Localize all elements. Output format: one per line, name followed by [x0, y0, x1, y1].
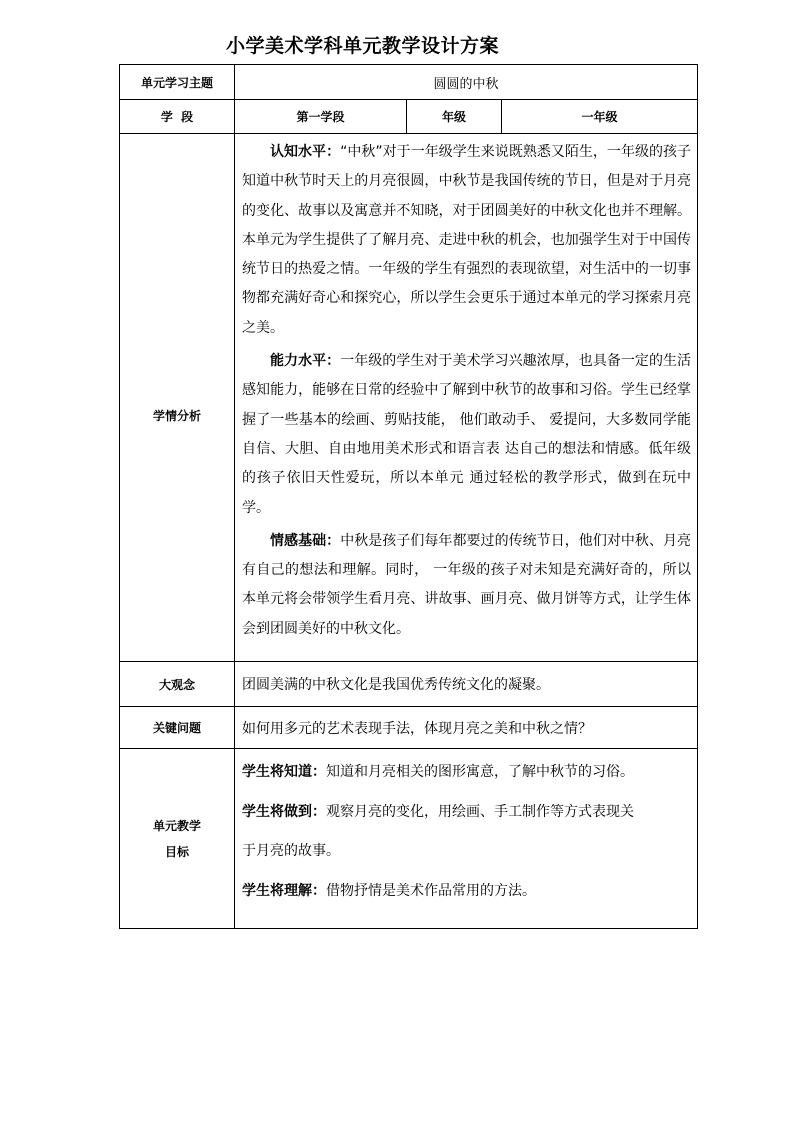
- goal-know-heading: 学生将知道：: [242, 764, 326, 780]
- cognitive-heading: 认知水平：: [270, 144, 341, 160]
- key-question-label: 关键问题: [120, 707, 235, 749]
- goal-do-text: 观察月亮的变化，用绘画、手工制作等方式表现关: [326, 803, 634, 820]
- goals-label: [120, 749, 235, 929]
- goal-understand: [242, 872, 690, 912]
- goal-know: [242, 753, 690, 793]
- big-idea-value: 团圆美满的中秋文化是我国优秀传统文化的凝聚。: [235, 662, 698, 707]
- row-goals: [120, 749, 698, 929]
- emotion-heading: 情感基础：: [270, 532, 341, 549]
- goal-do: [242, 793, 690, 833]
- big-idea-label: 大观念: [120, 662, 235, 707]
- document-title: 小学美术学科单元教学设计方案: [226, 35, 500, 57]
- goal-do-continued: 于月亮的故事。: [242, 843, 340, 859]
- goals-label-line1: 单元教学: [152, 818, 201, 833]
- goals-label-line2: 目标: [164, 844, 189, 859]
- ability-heading: 能力水平：: [270, 353, 341, 370]
- grade-value: 一年级: [502, 100, 698, 134]
- key-question-value: 如何用多元的艺术表现手法，体现月亮之美和中秋之情？: [235, 707, 698, 749]
- analysis-label: 学情分析: [120, 134, 235, 662]
- theme-value: 圆圆的中秋: [235, 65, 698, 100]
- stage-value: 第一学段: [235, 100, 407, 134]
- row-theme: [120, 65, 698, 100]
- design-plan-table: [119, 64, 698, 929]
- row-stage: [120, 100, 698, 134]
- theme-label: 单元学习主题: [120, 65, 235, 100]
- analysis-content: [235, 134, 698, 662]
- goal-understand-heading: 学生将理解：: [242, 882, 326, 899]
- row-big-idea: [120, 662, 698, 707]
- emotion-text: 中秋是孩子们每年都要过的传统节日，他们对中秋、月亮有自己的想法和理解。同时， 一年级的孩子对未知是充满好奇的，所以本单元将会带领学生看月亮、讲故事、画月亮、做月饼等方式，让学生体会到团圆美好的中秋文化。: [242, 532, 692, 637]
- goal-know-text: 知道和月亮相关的图形寓意，了解中秋节的习俗。: [326, 764, 634, 780]
- cognitive-text: “中秋”对于一年级学生来说既熟悉又陌生，一年级的孩子知道中秋节时天上的月亮很圆，中秋节是我国传统的节日，但是对于月亮的变化、故事以及寓意并不知晓，对于团圆美好的中秋文化也并不理解。本单元为学生提供了了解月亮、走进中秋的机会，也加强学生对于中国传统节日的热爱之情。一年级的学生有强烈的表现欲望，对生活中的一切事物都充满好奇心和探究心，所以学生会更乐于通过本单元的学习探索月亮之美。: [242, 144, 692, 336]
- emotion-paragraph: [242, 527, 691, 644]
- ability-paragraph: [242, 347, 691, 523]
- goals-content: [235, 749, 698, 929]
- cognitive-paragraph: [242, 138, 691, 343]
- ability-text: 一年级的学生对于美术学习兴趣浓厚，也具备一定的生活感知能力，能够在日常的经验中了解到中秋节的故事和习俗。学生已经掌握了一些基本的绘画、剪贴技能， 他们敢动手、 爱提问，大多数同学能自信、大胆、自由地用美术形式和语言表 达自己的想法和情感。低年级的孩子依旧天性爱玩，所以本单元 通过轻松的教学形式，做到在玩中学。: [242, 353, 692, 516]
- goal-do-heading: 学生将做到：: [242, 803, 326, 820]
- stage-label: 学 段: [120, 100, 235, 134]
- grade-label: 年级: [407, 100, 502, 134]
- row-key-question: [120, 707, 698, 749]
- row-analysis: [120, 134, 698, 662]
- goal-understand-text: 借物抒情是美术作品常用的方法。: [326, 882, 536, 899]
